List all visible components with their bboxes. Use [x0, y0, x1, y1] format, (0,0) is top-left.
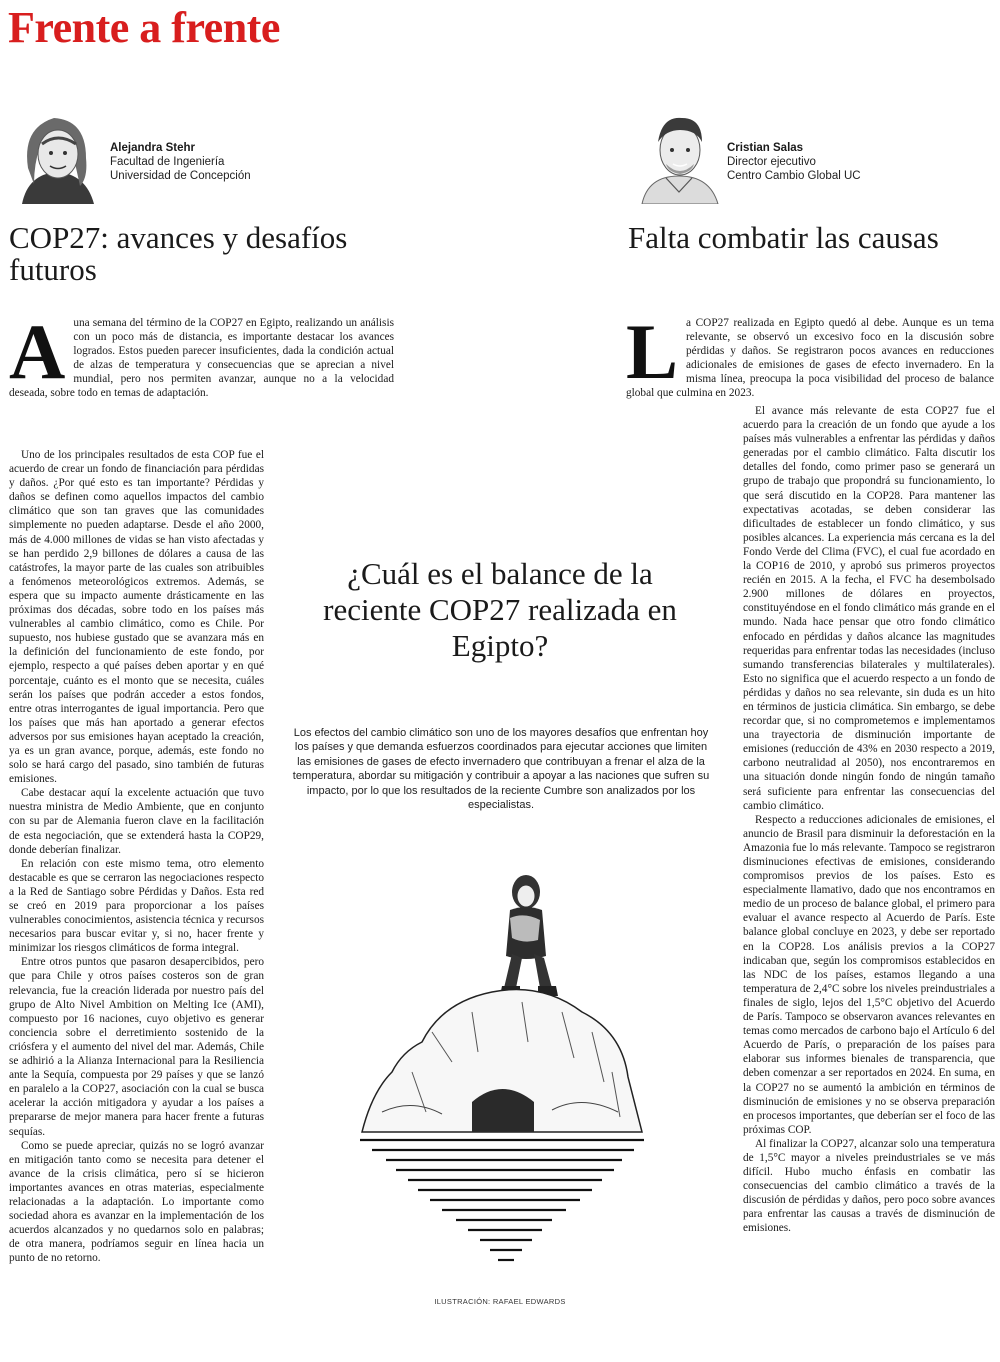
section-title: Frente a frente [8, 3, 280, 52]
iceberg-girl-illustration-icon [352, 862, 652, 1292]
illustration-credit: ILUSTRACIÓN: RAFAEL EDWARDS [434, 1297, 566, 1306]
right-article-top [626, 308, 994, 401]
dropcap: L [626, 308, 679, 395]
central-question: ¿Cuál es el balance de la reciente COP27 realizada en Egipto? [323, 556, 677, 663]
right-article-column [743, 404, 995, 1236]
author-portrait-salas [636, 106, 722, 204]
left-paragraph-6: Como se puede apreciar, quizás no se logró avanzar en mitigación tanto como se necesita para detener el avance de la crisis climática, pero sí se hicieron importantes avances en otras materias, especialmente relacionadas a la adaptación. Lo importante como sociedad ahora es avanzar en la implementación de los acuerdos alcanzados y no quedarnos solo en palabras; de otra manera, podríamos seguir en línea hacia un punto de no retorno. [9, 1139, 264, 1265]
author-institution: Centro Cambio Global UC [727, 170, 861, 182]
left-paragraph-2: Uno de los principales resultados de esta COP fue el acuerdo de crear un fondo de financiación para pérdidas y daños. ¿Por qué esto es tan importante? Pérdidas y daños se definen como aquellos impactos del cambio climático que son tan graves que las comunidades simplemente no pueden adaptarse. Desde el año 2000, más de 4.000 millones de vidas se han visto afectadas y se han perdido 2,9 billones de dólares a causa de las catástrofes, la mayor parte de las cuales son atribuibles a fenómenos meteorológicos extremos. Además, se espera que su impacto aumente drásticamente en las próximas dos décadas, sobre todo en los países más vulnerables al cambio climático, como es Chile. Por supuesto, nos hubiese gustado que se avanzara más en la definición del funcionamiento de este fondo, por ejemplo, respecto a qué países deben aportar y en qué porcentaje, cuánto es el monto que se necesita, cuáles serán los países que podrán acceder a estos fondos, entre otras interrogantes de igual importancia. Pero que los países que más han aportado a generar efectos adversos por sus emisiones hayan aceptado la creación, ya es un gran avance, porque, además, este fondo no solo se hará cargo del pasado, sino también de futuras emisiones. [9, 449, 264, 786]
left-article-column [9, 448, 264, 1265]
right-paragraph-4: Al finalizar la COP27, alcanzar solo una temperatura de 1,5°C mayor a niveles preindustriales se ve más difícil. Hubo mucho énfasis en combatir las consecuencias del cambio climático a través de la discusión de pérdidas y daños, pero poco sobre avances para enfrentar las causas a través de disminución de emisiones. [743, 1137, 995, 1235]
left-article-top [9, 308, 394, 401]
left-paragraph-4: En relación con este mismo tema, otro elemento destacable es que se cerraron las negociaciones respecto a la Red de Santiago sobre Pérdidas y Daños. Esta red se creó en 2019 para proporcionar a los países vulnerables conocimientos, asistencia técnica y recursos necesarios para buscar evitar y, si no, hacer frente y minimizar los riesgos climáticos de forma integral. [9, 857, 264, 955]
author-name: Alejandra Stehr [110, 142, 195, 154]
right-paragraph-2: El avance más relevante de esta COP27 fue el acuerdo para la creación de un fondo que ayude a los países más vulnerables a enfrentar las pérdidas y daños generadas por el cambio climático. Falta discutir los detalles del fondo, como primer paso se generará un grupo de trabajo que propondrá su funcionamiento, lo que será discutido en la COP28. Para mantener las expectativas acotadas, se deben considerar las dificultades de establecer un fondo climático, y sus posibles alcances. La experiencia más cercana es la del Fondo Verde del Clima (FVC), el cual fue acordado en la COP16 de 2010, y aprobó sus primeros proyectos recién en 2015. A la fecha, el FVC ha desembolsado 2.900 millones de dólares en proyectos, constituyéndose en el fondo climático más grande en el mundo. Nada hace pensar que otro fondo climático enfocado en pérdidas y daños alcance las magnitudes requeridas para enfrentar todas las necesidades (incluso sumando transferencias bilaterales y multilaterales). Esto no significa que el acuerdo respecto a un fondo de pérdidas y daños no sea relevante, sin duda es un hito en términos de justicia climática. Sin embargo, se debe recordar que, si no comprometemos e implementamos una trayectoria de disminución importante de emisiones (reducción de 43% en 2030 respecto a 2019, carbono neutralidad al 2050), nos encontraremos en una situación donde ningún fondo de ningún tamaño será suficiente para enfrentar las consecuencias del cambio climático. [743, 405, 995, 812]
left-paragraph-1: una semana del término de la COP27 en Egipto, realizando un análisis con un poco más de distancia, es importante destacar los avances logrados. Estos pueden parecer insuficientes, dada la condición actual de alzas de temperatura y consecuencias que se aprecian a nivel mundial, pero nos permiten avanzar, aunque no a la velocidad deseada, sobre todo en temas de adaptación. [9, 317, 394, 400]
left-headline: COP27: avances y desafíos futuros [9, 220, 348, 287]
illustration [352, 862, 652, 1292]
right-paragraph-3: Respecto a reducciones adicionales de emisiones, el anuncio de Brasil para disminuir la deforestación en la Amazonia fue lo más relevante. Tampoco se registraron disminuciones efectivas de emisiones, considerando compromisos previos de los países. Esto es especialmente llamativo, dado que nos encontramos en medio de un proceso de balance global, el primero para evaluar el avance respecto al Acuerdo de París. Este balance global concluye en 2023, y debe ser reportado en la COP28. Los análisis previos a la COP27 indicaban que, según los compromisos establecidos en las NDC de los países, estamos llegando a una temperatura de 2,4°C sobre los niveles preindustriales a finales de siglo, lejos del 1,5°C objetivo del Acuerdo de París. Tampoco se observaron avances relevantes en temas como mercados de carbono bajo el Artículo 6 del Acuerdo de París, o preparación de los países para elaborar sus informes bienales de transparencia, que deben comenzar a ser reportados en 2024. En suma, en la COP27 no se aumentó la ambición en términos de disminución de emisiones y no se observa preparación en procesos importantes, que deberían ser el foco de las próximas COP. [743, 813, 995, 1136]
author-portrait-stehr [14, 108, 100, 206]
author-role: Director ejecutivo [727, 156, 816, 168]
author-name: Cristian Salas [727, 142, 804, 154]
left-paragraph-3: Cabe destacar aquí la excelente actuación que tuvo nuestra ministra de Medio Ambiente, que en conjunto con su par de Alemania fueron clave en la facilitación de esta negociación, que se extenderá hasta la COP29, donde deberían finalizar. [9, 787, 264, 856]
dropcap: A [9, 308, 66, 395]
portrait-salas-icon [636, 106, 722, 204]
author-role: Facultad de Ingeniería [110, 156, 225, 168]
portrait-stehr-icon [14, 108, 100, 206]
right-paragraph-1: a COP27 realizada en Egipto quedó al debe. Aunque es un tema relevante, se observó un excesivo foco en la discusión sobre pérdidas y daños. Se registraron pocos avances en reducciones adicionales de emisiones de gases de efecto invernadero. En la misma línea, preocupa la poca visibilidad del proceso de balance global que culmina en 2023. [626, 317, 994, 400]
left-paragraph-5: Entre otros puntos que pasaron desapercibidos, pero que para Chile y otros países costeros son de gran relevancia, fue la creación liderada por nuestro país del grupo de Alto Nivel Ambition on Melting Ice (AMI), compuesto por 16 naciones, cuyo objetivo es generar conciencia sobre el derretimiento sostenido de la criósfera y el aumento del nivel del mar. Además, Chile se adhirió a la Alianza Internacional para la Resiliencia ante la Sequía, compuesta por 29 países y que se lanzó en paralelo a la COP27, asociación con la cual se busca acelerar la acción mitigadora y ayudar a los países a prepararse de mejor manera para hacer frente a futuras sequías. [9, 956, 264, 1138]
intro-text: Los efectos del cambio climático son uno de los mayores desafíos que enfrentan hoy los países y que demanda esfuerzos coordinados para ejecutar acciones que limiten las emisiones de gases de efecto invernadero que contribuyan a frenar el alza de la temperatura, abordar su mitigación y contribuir a apoyar a las naciones que sufren su impacto, por lo que los resultados de la reciente Cumbre son analizados por los especialistas. [292, 727, 710, 812]
author-institution: Universidad de Concepción [110, 170, 251, 182]
right-headline: Falta combatir las causas [628, 220, 939, 255]
